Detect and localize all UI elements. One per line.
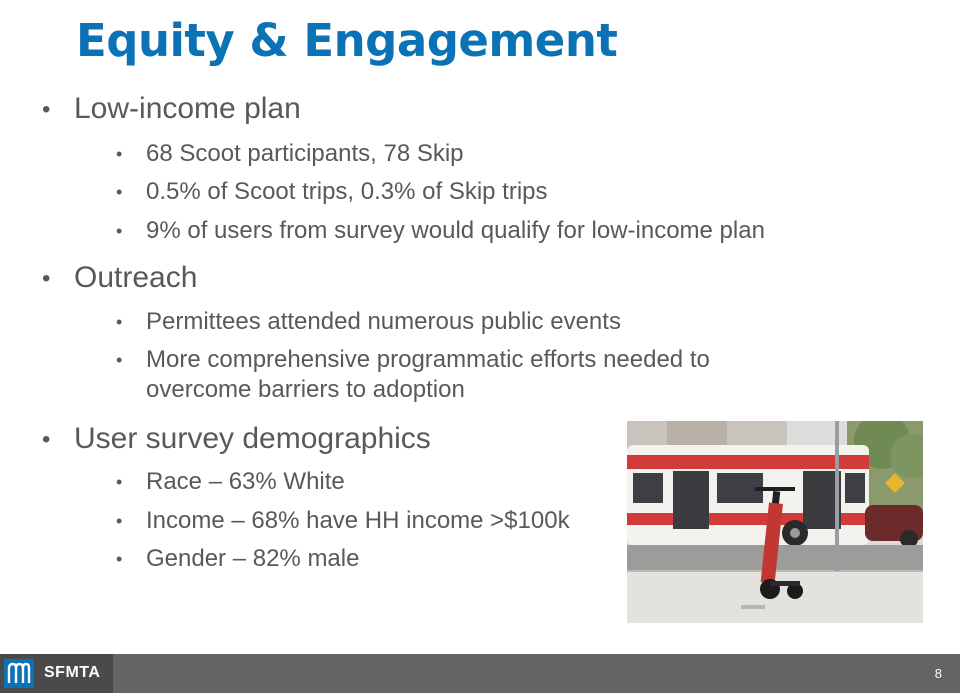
footer-bar — [0, 654, 960, 693]
brand-name: SFMTA — [44, 664, 101, 681]
bullet-item: • More comprehensive programmatic efforts needed to overcome barriers to adoption — [146, 345, 796, 405]
bullet-item: • Gender – 82% male — [146, 544, 359, 574]
section-heading-demographics: • User survey demographics — [74, 422, 431, 456]
bullet-item: • 68 Scoot participants, 78 Skip — [146, 139, 464, 169]
bullet-item: • Race – 63% White — [146, 467, 345, 497]
page-number: 8 — [934, 666, 942, 681]
bullet-item: • 0.5% of Scoot trips, 0.3% of Skip trips — [146, 177, 548, 207]
bullet-item: • 9% of users from survey would qualify for low-income plan — [146, 216, 765, 246]
bullet-item: • Income – 68% have HH income >$100k — [146, 506, 570, 536]
bullet-item: • Permittees attended numerous public events — [146, 307, 621, 337]
sfmta-logo-icon — [4, 659, 34, 688]
section-heading-outreach: • Outreach — [74, 261, 197, 295]
street-scooter-bus-photo — [627, 421, 923, 623]
slide-title: Equity & Engagement — [76, 14, 618, 67]
section-heading-low-income: • Low-income plan — [74, 92, 301, 126]
brand-logo — [0, 654, 113, 693]
scooter-photo — [627, 421, 923, 623]
